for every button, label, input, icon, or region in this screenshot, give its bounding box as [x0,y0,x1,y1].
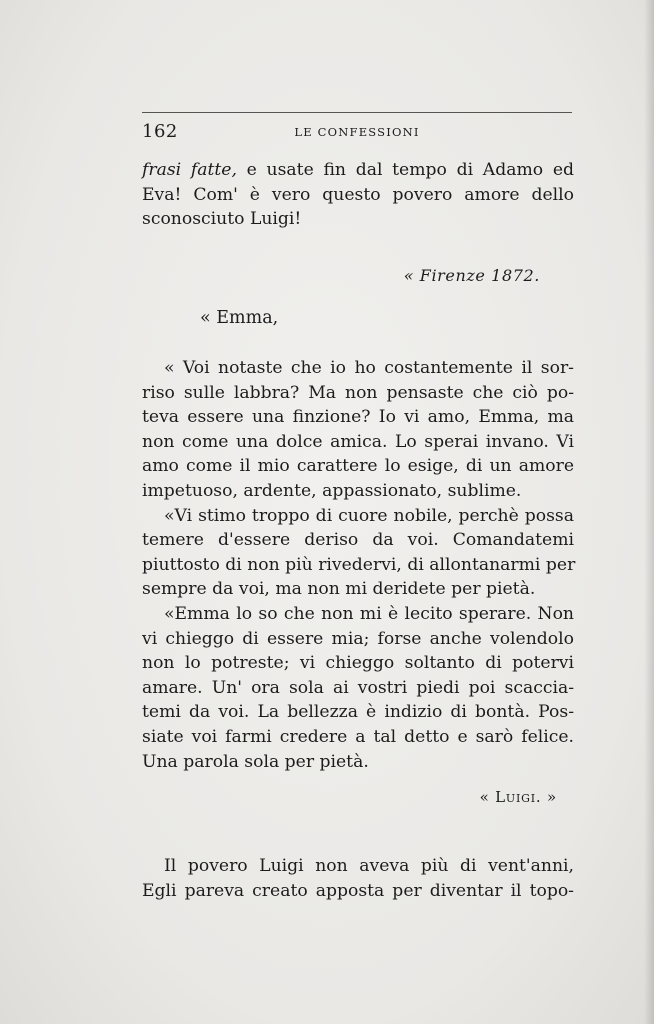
signature-open-quote: « [479,788,496,806]
letter-salutation [200,308,278,328]
text-line: Egli pareva creato apposta per diventar il topo- [142,880,574,901]
page-number: 162 [142,121,178,142]
text-line: non lo potreste; vi chieggo soltanto di potervi [142,653,574,674]
text-line: sempre da voi, ma non mi deridete per pietà. [142,579,536,600]
intro-text [142,158,574,232]
text-line: siate voi farmi credere a tal detto e sarò felice. [142,726,574,747]
letter-body [142,356,574,774]
letter-dateline: « Firenze 1872. [403,266,540,285]
text-line: impetuoso, ardente, appassionato, sublime. [142,480,522,501]
text-line: amo come il mio carattere lo esige, di un amore [142,456,574,477]
page-header [142,112,572,149]
text-line: riso sulle labbra? Ma non pensaste che ciò po- [142,382,574,403]
text-line: sconosciuto Luigi! [142,209,302,230]
salutation-text: « Emma, [200,308,279,328]
text-line: amare. Un' ora sola ai vostri piedi poi scaccia- [142,677,574,698]
signature-name: Luigi. [495,788,542,806]
text-line: Eva! Com' è vero questo povero amore dello [142,184,574,205]
text-line: « Voi notaste che io ho costantemente il sor- [164,358,574,378]
signature-close-quote: » [541,788,557,806]
text-line: teva essere una finzione? Io vi amo, Emma, ma [142,407,574,428]
italic-phrase: frasi fatte, [142,160,237,180]
text-line: temi da voi. La bellezza è indizio di bontà. Pos- [142,702,574,723]
text-line: piuttosto di non più rivedervi, di allontanarmi per [142,554,576,575]
page-edge-shadow [644,0,654,1024]
text-line: «Vi stimo troppo di cuore nobile, perchè possa [164,505,574,526]
letter-signature [142,788,557,806]
text-line: non come una dolce amica. Lo sperai invano. Vi [142,431,574,452]
text-segment: e usate fin dal tempo di Adamo ed [246,160,574,180]
text-line: Il povero Luigi non aveva più di vent'anni, [164,856,574,876]
running-title: LE CONFESSIONI [294,125,420,139]
text-line: vi chieggo di essere mia; forse anche volendolo [142,628,574,649]
text-line: temere d'essere deriso da voi. Comandatemi [142,530,574,551]
closing-text [142,854,574,903]
text-line [142,158,574,183]
text-line: «Emma lo so che non mi è lecito sperare. Non [164,603,574,624]
text-line: Una parola sola per pietà. [142,751,369,772]
